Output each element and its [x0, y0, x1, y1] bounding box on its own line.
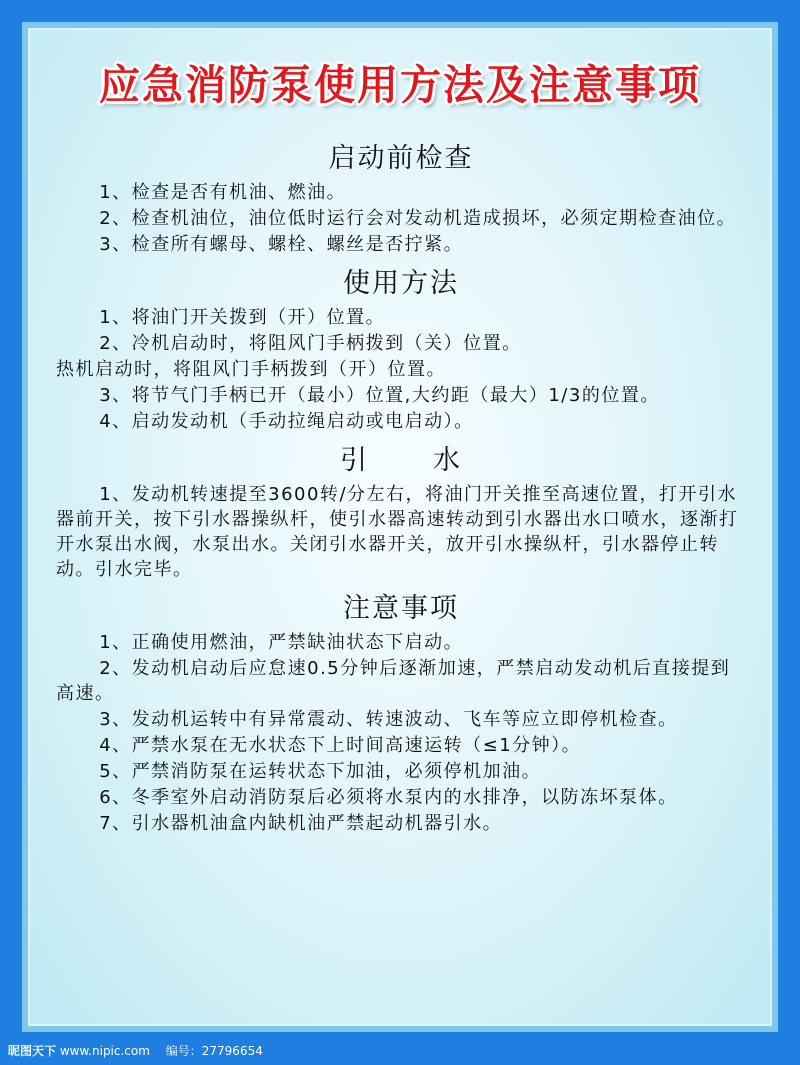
- section-priming: [56, 440, 746, 582]
- section-cautions: [56, 588, 746, 836]
- section-heading: [56, 440, 746, 482]
- image-id: 编号：27796654: [165, 1044, 263, 1058]
- list-item: 7、引水器机油盒内缺机油严禁起动机器引水。: [99, 813, 503, 834]
- section-heading-part: 水: [433, 445, 462, 476]
- list-item: 热机启动时，将阻风门手柄拨到（开）位置。: [56, 359, 446, 380]
- poster-title: 应急消防泵使用方法及注意事项: [99, 61, 701, 109]
- list-item: 1、将油门开关拨到（开）位置。: [99, 307, 386, 328]
- section-heading: 注意事项: [343, 593, 459, 624]
- poster-content: [56, 138, 746, 842]
- list-item: 3、检查所有螺母、螺栓、螺丝是否拧紧。: [99, 234, 464, 255]
- list-item: 1、检查是否有机油、燃油。: [99, 182, 347, 203]
- watermark-site: www.nipic.com: [59, 1044, 150, 1058]
- list-item: 1、正确使用燃油，严禁缺油状态下启动。: [99, 632, 464, 653]
- list-item: 2、发动机启动后应怠速0.5分钟后逐渐加速，严禁启动发动机后直接提到高速。: [56, 658, 731, 704]
- list-item: 2、检查机油位，油位低时运行会对发动机造成损坏，必须定期检查油位。: [99, 208, 737, 229]
- section-startup-check: [56, 138, 746, 257]
- list-item: 3、将节气门手柄已开（最小）位置,大约距（最大）1/3的位置。: [99, 385, 660, 406]
- list-item: 6、冬季室外启动消防泵后必须将水泵内的水排净，以防冻坏泵体。: [99, 787, 678, 808]
- section-heading: 启动前检查: [328, 143, 474, 174]
- list-item: 3、发动机运转中有异常震动、转速波动、飞车等应立即停机检查。: [99, 709, 678, 730]
- section-heading: 使用方法: [343, 268, 459, 299]
- watermark-logo: 昵图天下: [8, 1044, 57, 1058]
- section-heading-part: 引: [340, 445, 369, 476]
- list-item: 5、严禁消防泵在运转状态下加油，必须停机加油。: [99, 761, 542, 782]
- list-item: 2、冷机启动时，将阻风门手柄拨到（关）位置。: [99, 333, 522, 354]
- list-item: 4、严禁水泵在无水状态下上时间高速运转（≤1分钟）。: [99, 735, 582, 756]
- watermark-footer: [8, 1042, 263, 1059]
- section-usage: [56, 263, 746, 434]
- list-item: 4、启动发动机（手动拉绳启动或电启动）。: [99, 411, 474, 432]
- list-item: 1、发动机转速提至3600转/分左右，将油门开关推至高速位置，打开引水器前开关，按下引水器操纵杆，使引水器高速转动到引水器出水口喷水，逐渐打开水泵出水阀，水泵出水。关闭引水器开关，放开引水操纵杆，引水器停止转动。引水完毕。: [56, 484, 739, 580]
